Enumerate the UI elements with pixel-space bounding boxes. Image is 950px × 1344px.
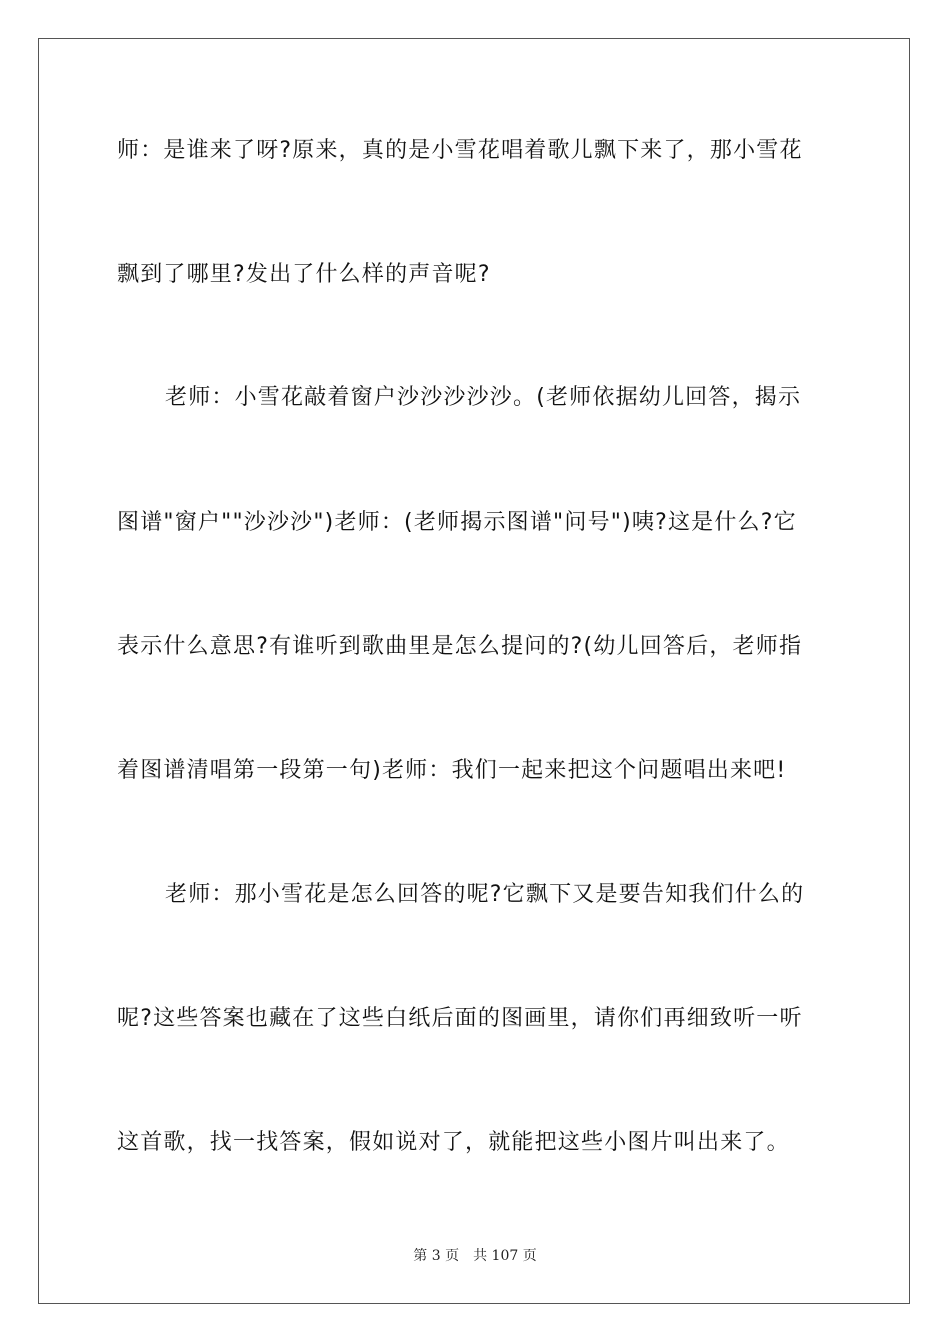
text-line-7: 老师：那小雪花是怎么回答的呢?它飘下又是要告知我们什么的 — [165, 882, 805, 907]
text-line-6: 着图谱清唱第一段第一句)老师：我们一起来把这个问题唱出来吧! — [117, 758, 787, 783]
text-line-5: 表示什么意思?有谁听到歌曲里是怎么提问的?(幼儿回答后，老师指 — [117, 634, 803, 659]
text-line-2: 飘到了哪里?发出了什么样的声音呢? — [117, 262, 491, 287]
text-line-8: 呢?这些答案也藏在了这些白纸后面的图画里，请你们再细致听一听 — [117, 1006, 803, 1031]
page-number-footer: 第 3 页 共 107 页 — [413, 1248, 537, 1264]
page-border — [38, 38, 910, 1304]
text-line-9: 这首歌，找一找答案，假如说对了，就能把这些小图片叫出来了。 — [117, 1130, 790, 1155]
text-line-4: 图谱"窗户""沙沙沙")老师：(老师揭示图谱"问号")咦?这是什么?它 — [117, 510, 797, 535]
text-line-1: 师：是谁来了呀?原来，真的是小雪花唱着歌儿飘下来了，那小雪花 — [117, 138, 803, 163]
text-line-3: 老师：小雪花敲着窗户沙沙沙沙沙。(老师依据幼儿回答，揭示 — [165, 385, 802, 410]
